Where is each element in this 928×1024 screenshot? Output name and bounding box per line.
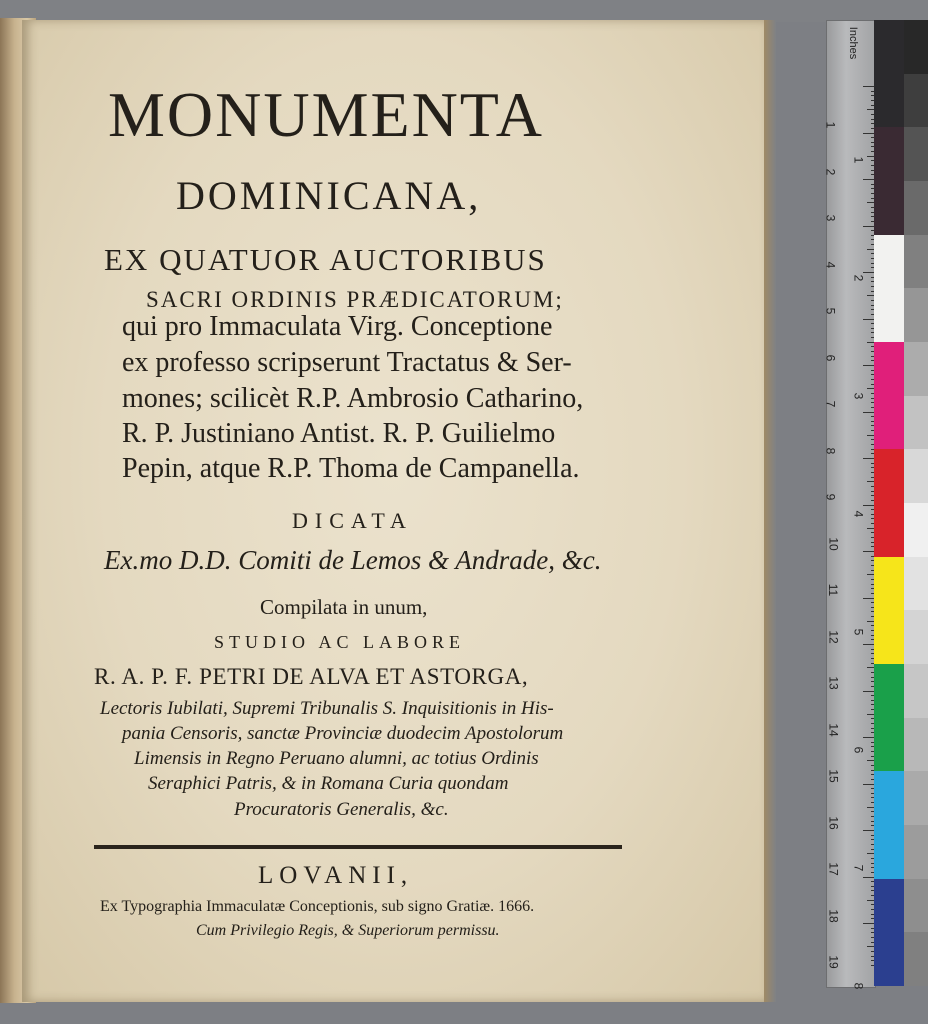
gray-patch [904,771,928,825]
ruler-cm-label: 3 [823,214,838,222]
color-chip [874,879,904,986]
ruler-cm-label: 13 [826,676,841,690]
color-chip [874,127,904,234]
color-chip [874,235,904,342]
gray-patch [904,718,928,772]
color-chip [874,20,904,127]
ruler-cm-label: 6 [823,354,838,361]
bio-line-3: Limensis in Regno Peruano alumni, ac totius Ordinis [134,748,539,769]
subtitle-ordinis: SACRI ORDINIS PRÆDICATORUM; [146,287,564,312]
ruler-unit-label: Inches [847,26,860,60]
gray-patch [904,181,928,235]
ruler-cm-label: 10 [826,536,841,551]
color-chip [874,664,904,771]
privilege-line: Cum Privilegio Regis, & Superiorum permissu. [196,922,500,939]
desc-line-1: qui pro Immaculata Virg. Conceptione [122,311,553,342]
color-chip [874,771,904,878]
ruler-cm-label: 16 [826,815,841,830]
title-line-monumenta: MONUMENTA [108,79,544,150]
imprint-line: Ex Typographia Immaculatæ Conceptionis, sub signo Gratiæ. 1666. [100,898,535,915]
ruler-inch-label: 7 [851,864,866,872]
gray-patch [904,288,928,342]
gray-patch [904,879,928,933]
ruler-cm-label: 1 [823,121,838,129]
gray-patch [904,557,928,611]
ruler-cm-label: 8 [823,447,838,454]
ruler-cm-label: 17 [826,862,841,876]
gray-patch [904,396,928,450]
color-chip [874,449,904,556]
color-chip [874,557,904,664]
ruler-inch-label: 8 [851,982,866,990]
ruler-cm-label: 4 [823,261,838,268]
horizontal-rule [94,845,622,849]
bio-line-2: pania Censoris, sanctæ Provinciæ duodecim Apostolorum [122,723,564,744]
ruler-cm-label: 19 [826,955,841,969]
bio-line-5: Procuratoris Generalis, &c. [234,799,449,820]
ruler-cm-label: 2 [823,168,838,175]
desc-line-4: R. P. Justiniano Antist. R. P. Guilielmo [122,418,556,449]
gray-patch [904,610,928,664]
page-edge-shadow [764,20,776,1002]
ruler-inch-label: 3 [851,392,866,400]
dedication-line: Ex.mo D.D. Comiti de Lemos & Andrade, &c. [104,545,602,575]
desc-line-5: Pepin, atque R.P. Thoma de Campanella. [122,453,580,484]
ruler-cm-label: 12 [826,629,841,644]
ruler-cm-label: 14 [826,722,841,737]
gray-patch [904,932,928,986]
studio-heading: STUDIO AC LABORE [214,632,466,652]
ruler-cm-label: 7 [823,400,838,408]
ruler-cm-label: 18 [826,908,841,923]
ruler-inch-label: 6 [851,746,866,754]
imprint-place: LOVANII, [258,862,414,889]
subtitle-quatuor: EX QUATUOR AUCTORIBUS [104,242,547,277]
gray-patch [904,503,928,557]
gray-patch [904,74,928,128]
ruler-inch-label: 5 [851,628,866,636]
bio-line-1: Lectoris Iubilati, Supremi Tribunalis S. Inquisitionis in His- [100,698,554,719]
ruler-cm-label: 15 [826,769,841,783]
gray-patch [904,449,928,503]
color-calibration-chart [874,20,928,986]
compilata-line: Compilata in unum, [260,595,428,619]
ruler-cm-label: 5 [823,307,838,315]
background [0,0,928,22]
desc-line-3: mones; scilicèt R.P. Ambrosio Catharino, [122,383,584,414]
measurement-ruler [823,20,876,990]
ruler-cm-label: 11 [826,583,841,597]
color-chip [874,342,904,449]
author-line: R. A. P. F. PETRI DE ALVA ET ASTORGA, [94,664,529,689]
gray-patch [904,235,928,289]
gray-patch [904,20,928,74]
gray-patch [904,664,928,718]
gray-patch [904,127,928,181]
dicata-heading: DICATA [292,508,413,533]
ruler-inch-label: 1 [851,156,866,164]
desc-line-2: ex professo scripserunt Tractatus & Ser- [122,347,572,378]
ruler-inch-label: 2 [851,274,866,282]
gray-patch [904,825,928,879]
ruler-cm-label: 9 [823,493,838,501]
gray-patch [904,342,928,396]
ruler-inch-label: 4 [851,510,866,518]
title-line-dominicana: DOMINICANA, [176,173,482,218]
bio-line-4: Seraphici Patris, & in Romana Curia quondam [148,773,509,794]
